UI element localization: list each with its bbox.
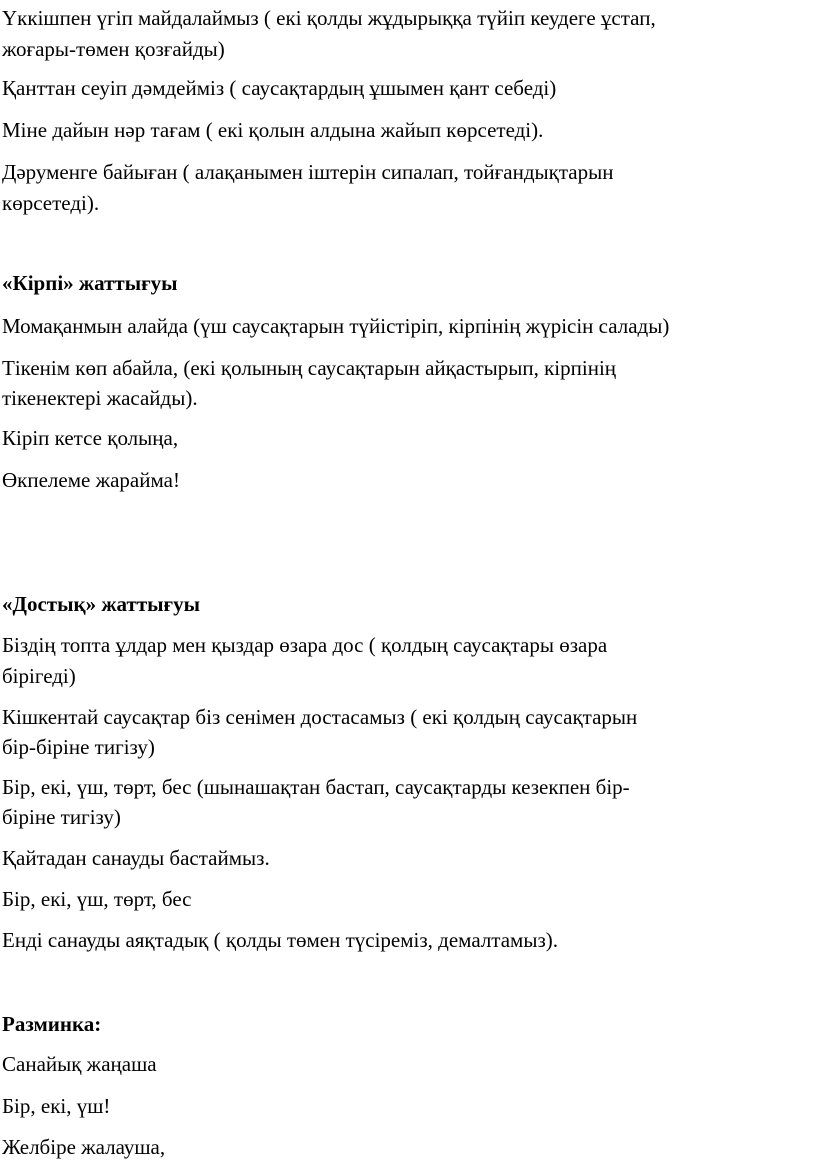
text-line: Қайтадан санауды бастаймыз. [2,846,270,870]
text-line: Кіріп кетсе қолыңа, [2,426,179,450]
text-line: тікенектері жасайды). [2,386,198,410]
text-line: Өкпелеме жарайма! [2,468,180,492]
section-heading-razminka: Разминка: [2,1012,102,1036]
text-line: Біздің топта ұлдар мен қыздар өзара дос ( қолдың саусақтары өзара [2,633,608,657]
text-line: Енді санауды аяқтадық ( қолды төмен түсіреміз, демалтамыз). [2,928,558,952]
text-line: Кішкентай саусақтар біз сенімен достасамыз ( екі қолдың саусақтарын [2,705,638,729]
text-line: көрсетеді). [2,191,100,215]
text-line: Міне дайын нәр тағам ( екі қолын алдына жайып көрсетеді). [2,118,544,142]
text-line: бірігеді) [2,664,76,688]
text-line: Бір, екі, үш! [2,1094,111,1118]
section-heading-kirpi: «Кірпі» жаттығуы [2,271,178,295]
text-line: Тікенім көп абайла, (екі қолының саусақтарын айқастырып, кірпінің [2,356,617,380]
text-line: Үккішпен үгіп майдалаймыз ( екі қолды жұдырыққа түйіп кеудеге ұстап, [2,6,656,30]
text-line: Бір, екі, үш, төрт, бес [2,887,192,911]
text-line: Қанттан сеуіп дәмдейміз ( саусақтардың ұшымен қант себеді) [2,76,557,100]
text-line: Момақанмын алайда (үш саусақтарын түйістіріп, кірпінің жүрісін салады) [2,314,670,338]
section-heading-dostyk: «Достық» жаттығуы [2,592,200,616]
text-line: біріне тигізу) [2,805,121,829]
text-line: бір-біріне тигізу) [2,735,155,759]
text-line: жоғары-төмен қозғайды) [2,37,225,61]
text-line: Желбіре жалауша, [2,1135,166,1159]
text-line: Дәруменге байыған ( алақанымен іштерін сипалап, тойғандықтарын [2,160,614,184]
text-line: Санайық жаңаша [2,1052,157,1076]
text-line: Бір, екі, үш, төрт, бес (шынашақтан бастап, саусақтарды кезекпен бір- [2,775,630,799]
